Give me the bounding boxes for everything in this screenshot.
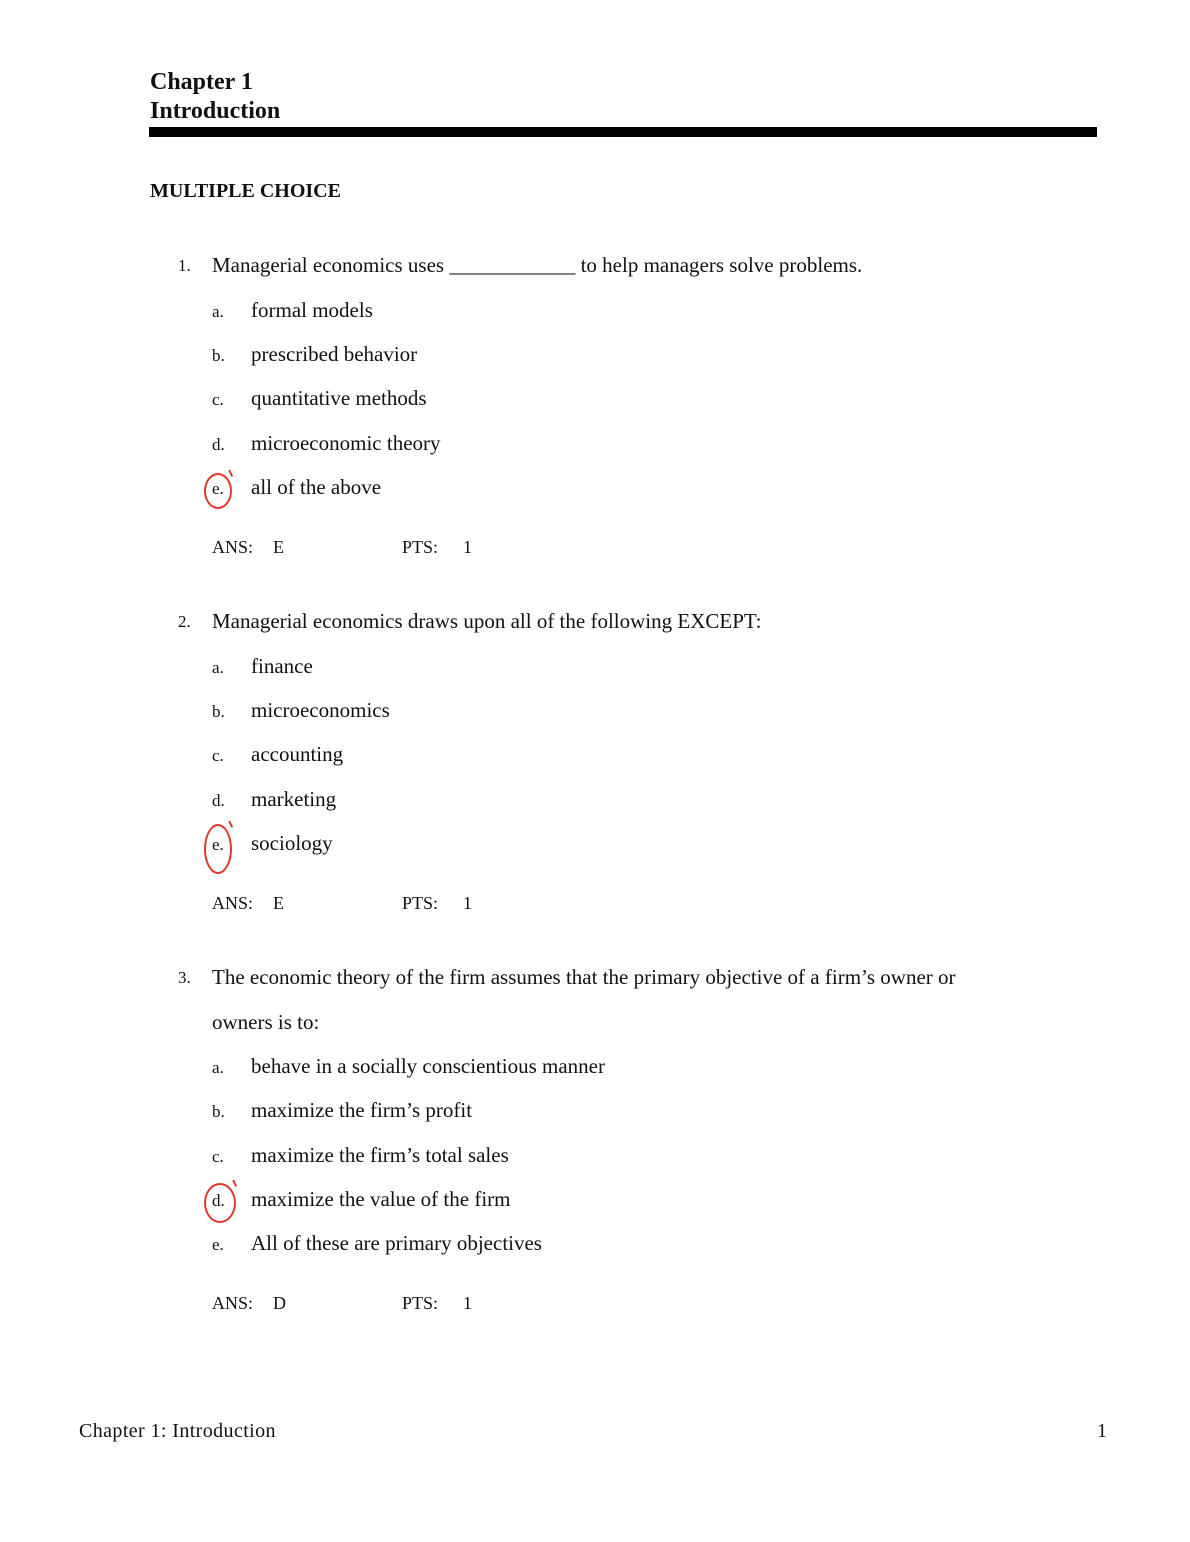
answer-label: ANS:	[212, 537, 254, 557]
option-letter: a.	[212, 302, 224, 321]
option-letter: c.	[212, 390, 224, 409]
option-text: sociology	[251, 831, 333, 855]
answer-label: ANS:	[212, 893, 254, 913]
question-number: 2.	[178, 612, 191, 631]
answer-circle-mark	[204, 1183, 236, 1223]
question-text: Managerial economics draws upon all of the following EXCEPT:	[212, 609, 762, 633]
footer-chapter-label: Chapter 1: Introduction	[79, 1420, 276, 1442]
option-letter: c.	[212, 746, 224, 765]
option-letter: a.	[212, 1058, 224, 1077]
option-text: finance	[251, 654, 313, 678]
points-label: PTS:	[402, 1293, 439, 1313]
option-text: behave in a socially conscientious manner	[251, 1054, 605, 1078]
points-label: PTS:	[402, 537, 439, 557]
option-letter: b.	[212, 346, 225, 365]
option-letter: d.	[212, 435, 225, 454]
option-letter: e.	[212, 479, 224, 498]
answer-label: ANS:	[212, 1293, 254, 1313]
question-text: The economic theory of the firm assumes that the primary objective of a firm’s owner or	[212, 965, 956, 989]
points-value: 1	[463, 893, 472, 913]
option-letter: d.	[212, 791, 225, 810]
header-rule	[149, 127, 1097, 137]
chapter-title: Introduction	[150, 98, 281, 124]
option-letter: d.	[212, 1191, 225, 1210]
answer-value: E	[273, 893, 284, 913]
answer-circle-mark	[204, 473, 232, 509]
option-letter: c.	[212, 1147, 224, 1166]
option-text: marketing	[251, 787, 337, 811]
question-text-continued: owners is to:	[212, 1010, 320, 1034]
chapter-number: Chapter 1	[150, 69, 253, 95]
option-text: maximize the firm’s profit	[251, 1098, 473, 1122]
answer-value: D	[273, 1293, 286, 1313]
question-number: 3.	[178, 968, 191, 987]
option-text: maximize the firm’s total sales	[251, 1143, 509, 1167]
option-letter: e.	[212, 1235, 224, 1254]
option-text: accounting	[251, 742, 344, 766]
option-text: microeconomics	[251, 698, 390, 722]
option-letter: a.	[212, 658, 224, 677]
question-number: 1.	[178, 256, 191, 275]
question-text: Managerial economics uses ____________ to help managers solve problems.	[212, 253, 863, 277]
option-text: quantitative methods	[251, 386, 427, 410]
option-text: microeconomic theory	[251, 431, 441, 455]
option-text: maximize the value of the firm	[251, 1187, 511, 1211]
points-value: 1	[463, 537, 472, 557]
option-text: prescribed behavior	[251, 342, 418, 366]
option-text: All of these are primary objectives	[251, 1231, 542, 1255]
footer-page-number: 1	[1097, 1420, 1108, 1442]
option-letter: b.	[212, 702, 225, 721]
points-value: 1	[463, 1293, 472, 1313]
answer-circle-mark	[204, 824, 232, 874]
option-letter: b.	[212, 1102, 225, 1121]
section-heading: MULTIPLE CHOICE	[150, 180, 341, 202]
option-text: all of the above	[251, 475, 382, 499]
answer-value: E	[273, 537, 284, 557]
option-letter: e.	[212, 835, 224, 854]
option-text: formal models	[251, 298, 373, 322]
points-label: PTS:	[402, 893, 439, 913]
